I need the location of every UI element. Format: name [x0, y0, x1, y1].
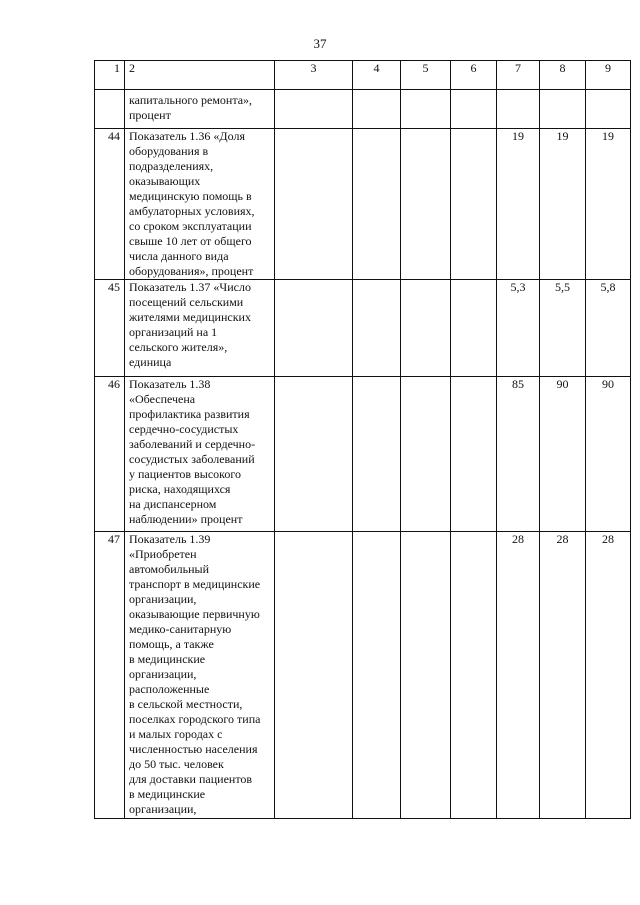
cell-col3: [275, 280, 353, 377]
row-number: 44: [95, 129, 125, 280]
cell-col9: 19: [586, 129, 631, 280]
indicator-text: Показатель 1.36 «Доля оборудования в подразделениях, оказывающих медицинскую помощь в амбулаторных условиях, со сроком эксплуатации свыше 10 лет от общего числа данного вида оборудования», процент: [125, 129, 275, 280]
page-number: 37: [313, 36, 327, 51]
cell-col8: 19: [540, 129, 586, 280]
row-number: [95, 90, 125, 129]
cell-col6: [451, 377, 497, 532]
indicator-text: Показатель 1.37 «Число посещений сельскими жителями медицинских организаций на 1 сельского жителя», единица: [125, 280, 275, 377]
cell-col7: 85: [497, 377, 540, 532]
cell-col9: 90: [586, 377, 631, 532]
indicators-table: [94, 60, 631, 819]
cell-col9: 28: [586, 532, 631, 819]
indicator-text: капитального ремонта», процент: [125, 90, 275, 129]
cell-col9: [586, 90, 631, 129]
header-cell-6: 6: [451, 61, 497, 90]
cell-col3: [275, 90, 353, 129]
header-cell-7: 7: [497, 61, 540, 90]
cell-col5: [401, 377, 451, 532]
cell-col8: 90: [540, 377, 586, 532]
cell-col6: [451, 532, 497, 819]
cell-col7: 5,3: [497, 280, 540, 377]
header-cell-8: 8: [540, 61, 586, 90]
cell-col8: [540, 90, 586, 129]
cell-col4: [353, 90, 401, 129]
cell-col4: [353, 377, 401, 532]
cell-col7: [497, 90, 540, 129]
table-row: [95, 532, 631, 819]
header-cell-9: 9: [586, 61, 631, 90]
cell-col7: 28: [497, 532, 540, 819]
header-cell-4: 4: [353, 61, 401, 90]
cell-col5: [401, 90, 451, 129]
header-cell-1: 1: [95, 61, 125, 90]
table-row: [95, 377, 631, 532]
row-number: 45: [95, 280, 125, 377]
cell-col5: [401, 280, 451, 377]
header-cell-3: 3: [275, 61, 353, 90]
cell-col6: [451, 90, 497, 129]
cell-col8: 5,5: [540, 280, 586, 377]
cell-col9: 5,8: [586, 280, 631, 377]
table-row: [95, 129, 631, 280]
cell-col3: [275, 129, 353, 280]
cell-col4: [353, 129, 401, 280]
table-row: [95, 280, 631, 377]
row-number: 47: [95, 532, 125, 819]
indicator-text: Показатель 1.39 «Приобретен автомобильный транспорт в медицинские организации, оказывающие первичную медико-санитарную помощь, а также в медицинские организации, расположенные в сельской местности, поселках городского типа и малых городах с численностью населения до 50 тыс. человек для доставки пациентов в медицинские организации,: [125, 532, 275, 819]
cell-col7: 19: [497, 129, 540, 280]
cell-col5: [401, 532, 451, 819]
cell-col4: [353, 532, 401, 819]
cell-col6: [451, 280, 497, 377]
cell-col4: [353, 280, 401, 377]
table-row: [95, 90, 631, 129]
header-row: [95, 61, 631, 90]
row-number: 46: [95, 377, 125, 532]
header-cell-5: 5: [401, 61, 451, 90]
cell-col3: [275, 377, 353, 532]
cell-col8: 28: [540, 532, 586, 819]
cell-col5: [401, 129, 451, 280]
cell-col3: [275, 532, 353, 819]
header-cell-2: 2: [125, 61, 275, 90]
indicator-text: Показатель 1.38 «Обеспечена профилактика развития сердечно-сосудистых заболеваний и сердечно- сосудистых заболеваний у пациентов высокого риска, находящихся на диспансерном наблюдении» процент: [125, 377, 275, 532]
cell-col6: [451, 129, 497, 280]
